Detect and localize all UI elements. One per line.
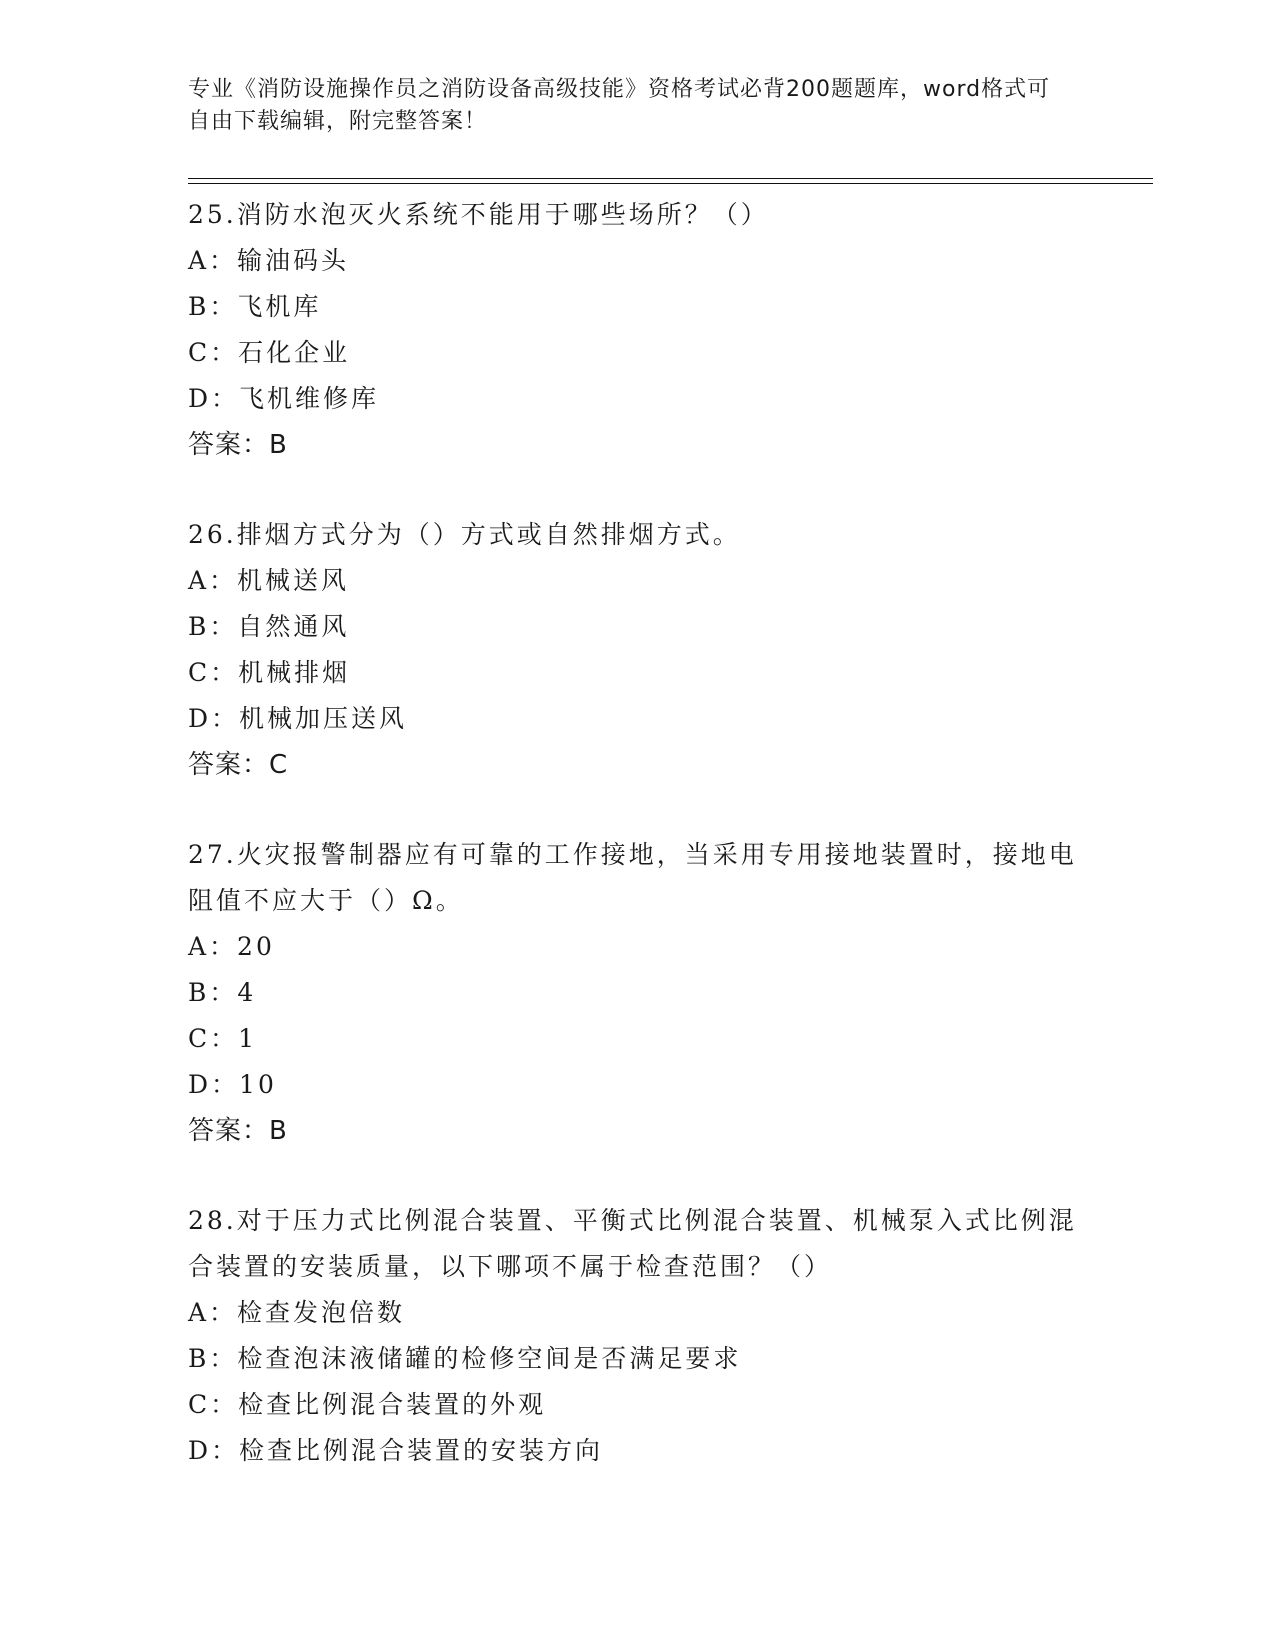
option-b: B：检查泡沫液储罐的检修空间是否满足要求: [188, 1344, 742, 1373]
option-c: C：石化企业: [188, 338, 351, 367]
option-a: A：检查发泡倍数: [188, 1298, 406, 1327]
question-list: [188, 192, 1088, 1518]
option-c: C：机械排烟: [188, 658, 351, 687]
header-divider-bottom: [188, 183, 1153, 184]
option-a: A：20: [188, 932, 275, 961]
option-d: D：检查比例混合装置的安装方向: [188, 1436, 604, 1465]
answer: 答案：B: [188, 430, 288, 460]
option-a: A：机械送风: [188, 566, 350, 595]
option-d: D：机械加压送风: [188, 704, 408, 733]
question-28: [188, 1198, 1088, 1474]
option-b: B：4: [188, 978, 257, 1007]
option-c: C：检查比例混合装置的外观: [188, 1390, 547, 1419]
question-stem: 25.消防水泡灭火系统不能用于哪些场所？（）: [188, 200, 769, 229]
answer: 答案：B: [188, 1116, 288, 1146]
question-stem: 26.排烟方式分为（）方式或自然排烟方式。: [188, 520, 741, 549]
question-26: [188, 512, 1088, 788]
option-b: B：飞机库: [188, 292, 322, 321]
header-divider-top: [188, 178, 1153, 179]
option-a: A：输油码头: [188, 246, 350, 275]
option-c: C：1: [188, 1024, 258, 1053]
question-25: [188, 192, 1088, 468]
option-d: D：10: [188, 1070, 277, 1099]
document-header: 专业《消防设施操作员之消防设备高级技能》资格考试必背200题题库，word格式可自由下载编辑，附完整答案！: [188, 77, 1051, 134]
answer: 答案：C: [188, 750, 289, 780]
question-stem: 27.火灾报警制器应有可靠的工作接地，当采用专用接地装置时，接地电阻值不应大于（）Ω。: [188, 840, 1077, 915]
option-d: D：飞机维修库: [188, 384, 380, 413]
question-27: [188, 832, 1088, 1154]
question-stem: 28.对于压力式比例混合装置、平衡式比例混合装置、机械泵入式比例混合装置的安装质量，以下哪项不属于检查范围？（）: [188, 1206, 1077, 1281]
option-b: B：自然通风: [188, 612, 350, 641]
